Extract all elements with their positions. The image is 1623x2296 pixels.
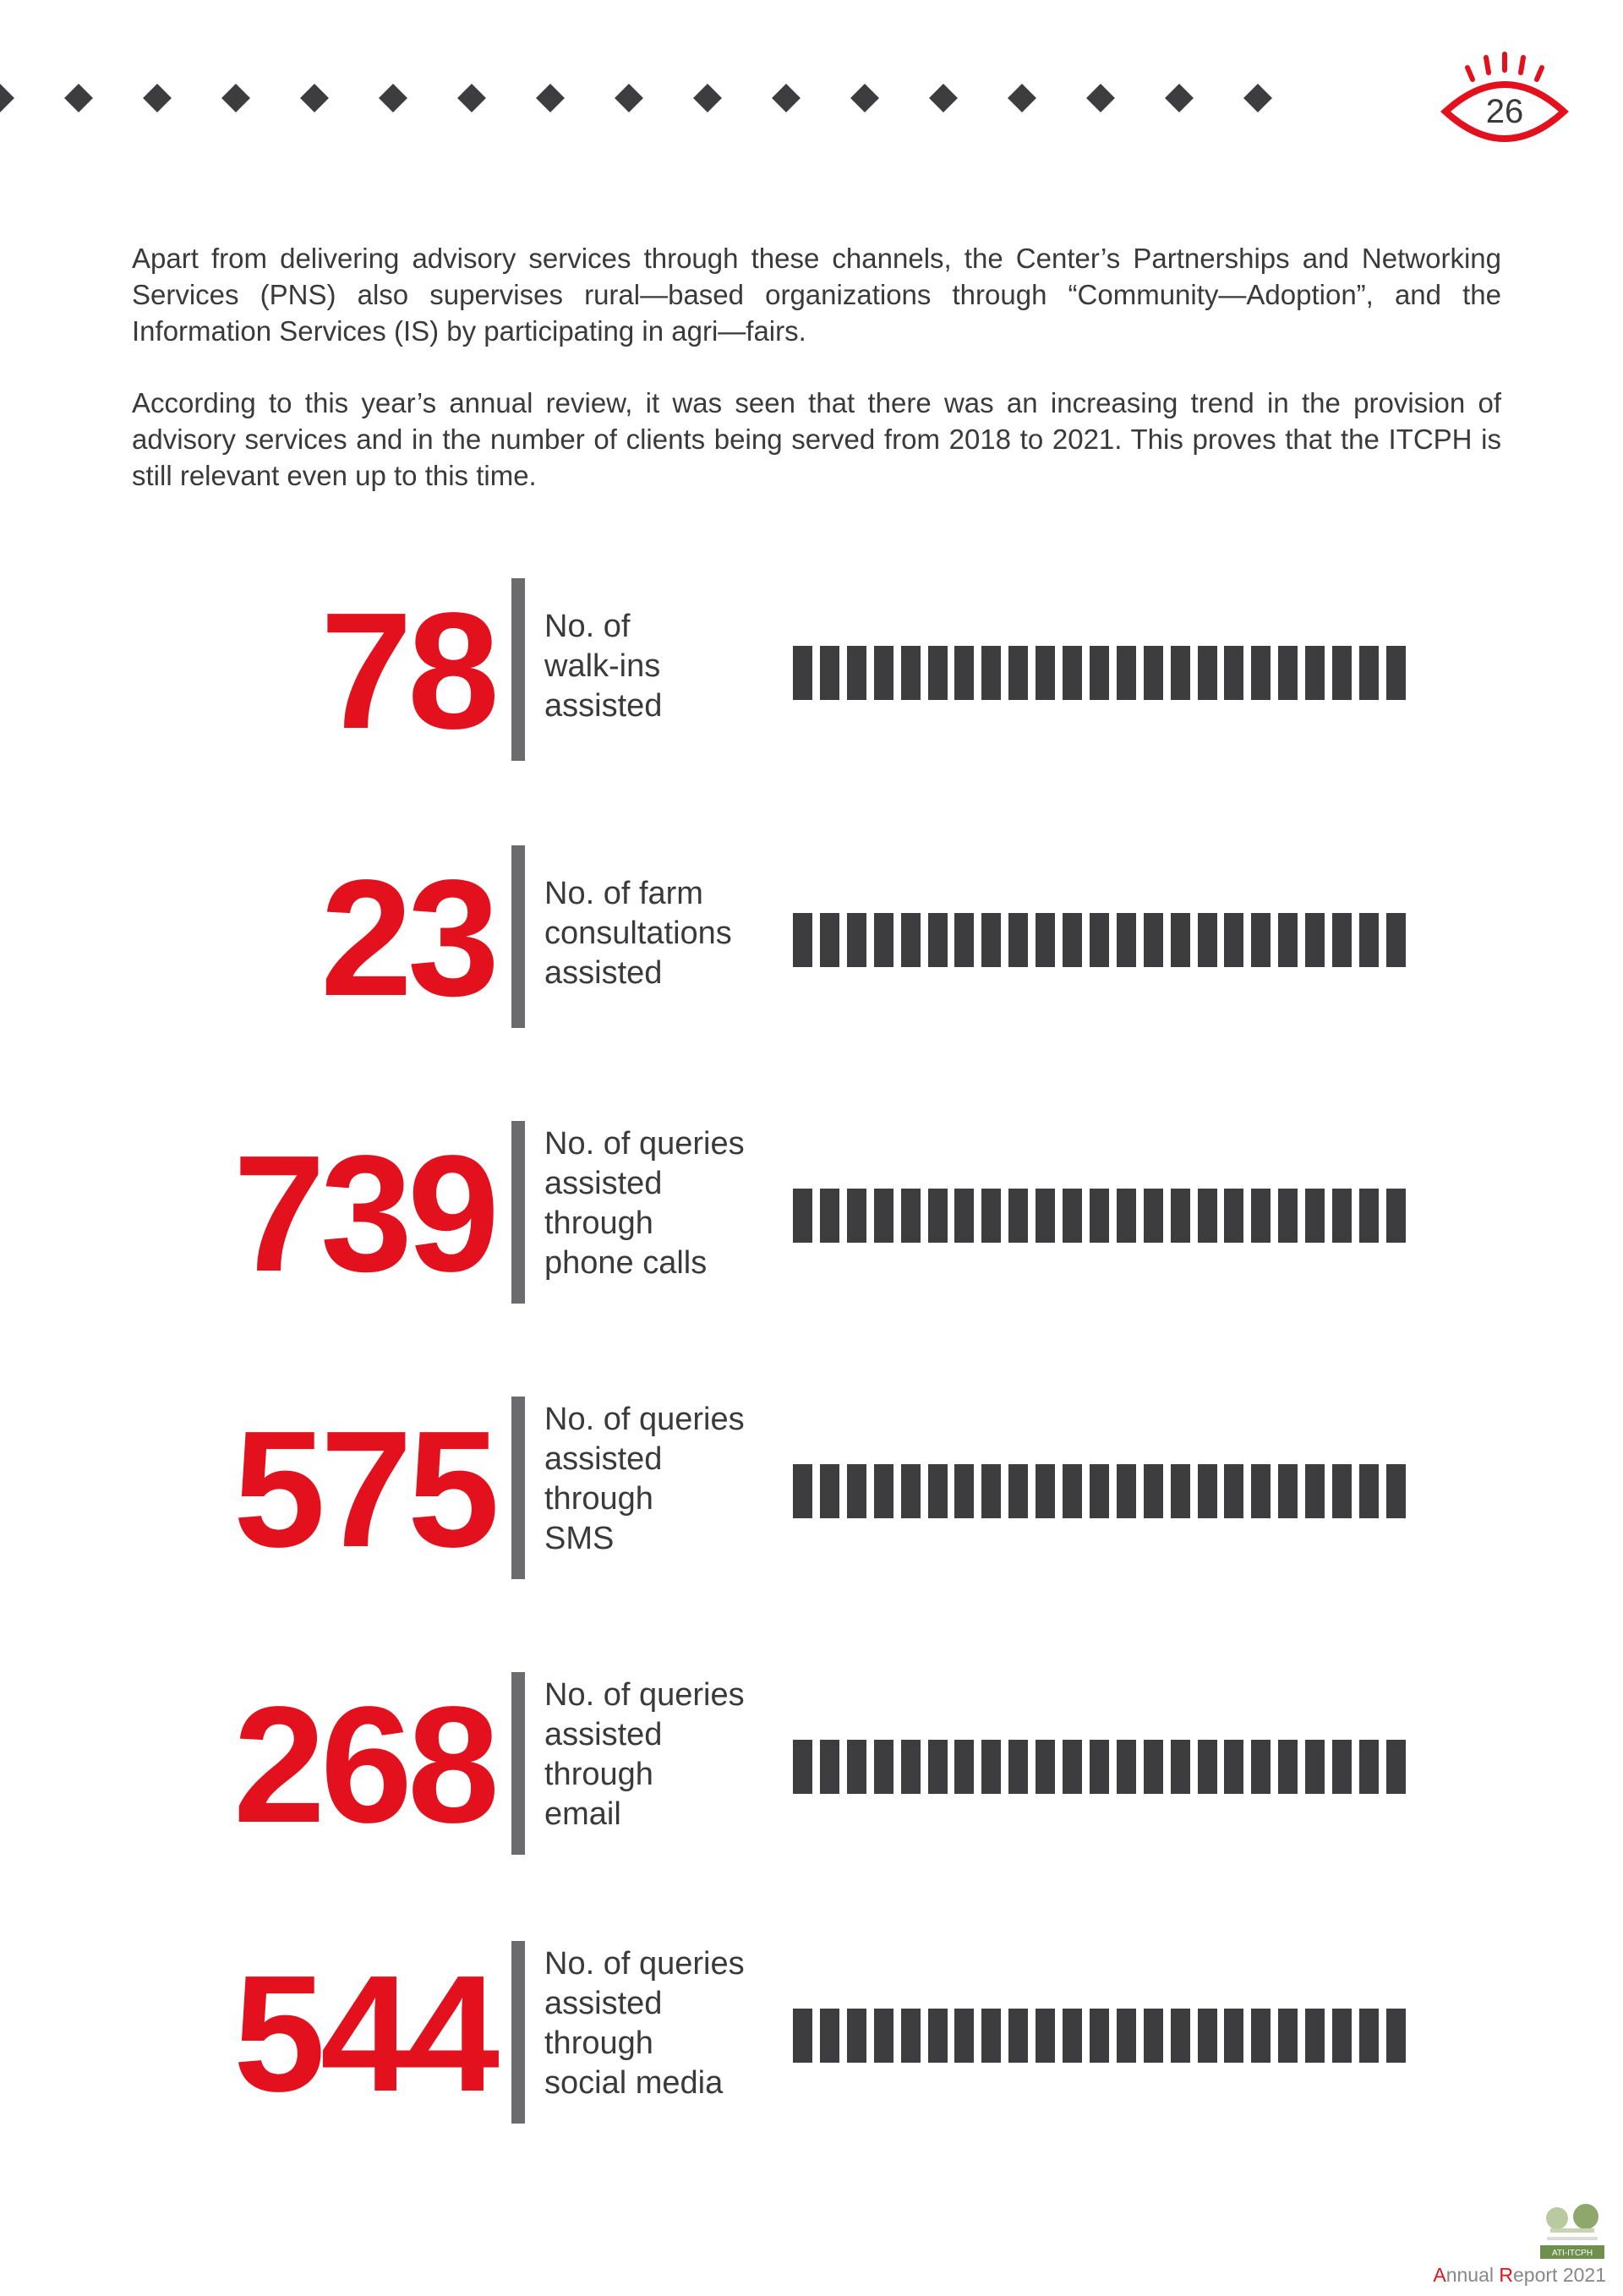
stat-row-email [0,1672,1623,1855]
bar-segment [1063,2009,1082,2063]
bar-segment [1171,1464,1190,1518]
stat-label: No. of queries assisted through phone calls [544,1126,745,1281]
bar-segment [1198,1464,1217,1518]
stat-row-farm-consultations [0,845,1623,1028]
bar-segment [1278,1464,1298,1518]
stat-divider [511,1397,525,1579]
bar-segment [793,646,812,700]
bar-segment [1144,1464,1163,1518]
header-diamond [850,84,879,112]
bar-segment [1171,1189,1190,1243]
bar-segment [793,2009,812,2063]
bar-segment [1090,2009,1109,2063]
bar-segment [981,913,1001,967]
bar-segment [874,2009,893,2063]
bar-segment [1224,2009,1243,2063]
intro-paragraph-1: Apart from delivering advisory services through these channels, the Center’s Partnerships and Networking Services (PNS) also supervises rural—based organizations through “Community—Adoption”, and the Information Services (IS) by participating in agri—fairs. [132,243,1501,347]
bar-segment [1036,646,1055,700]
bar-segment [1332,646,1352,700]
bar-segment [1090,1464,1109,1518]
bar-segment [1171,646,1190,700]
bar-segment [1008,2009,1028,2063]
bar-segment [1224,1189,1243,1243]
bar-segment [820,1740,839,1794]
stat-bar-graphic [793,913,1415,967]
bar-segment [1332,1189,1352,1243]
stat-bar-graphic [793,1464,1415,1518]
header-diamond [693,84,722,112]
bar-segment [954,2009,974,2063]
bar-segment [1359,913,1379,967]
bar-segment [1305,646,1325,700]
bar-segment [1224,1740,1243,1794]
bar-segment [1251,1464,1271,1518]
header-diamond [143,84,172,112]
bar-segment [1036,1464,1055,1518]
bar-segment [1278,1740,1298,1794]
bar-segment [1305,1740,1325,1794]
header-diamond [1008,84,1036,112]
footer-word-initial: R [1499,2264,1514,2286]
header-diamond [615,84,643,112]
bar-segment [1144,1740,1163,1794]
bar-segment [1008,646,1028,700]
bar-segment [1036,2009,1055,2063]
stat-label: No. of walk-ins assisted [544,609,663,724]
bar-segment [874,1464,893,1518]
bar-segment [847,1740,866,1794]
bar-segment [1332,913,1352,967]
bar-segment [1144,2009,1163,2063]
bar-segment [1198,1740,1217,1794]
bar-segment [1359,1464,1379,1518]
bar-segment [1251,913,1271,967]
bar-segment [1278,1189,1298,1243]
bar-segment [1251,646,1271,700]
bar-segment [793,913,812,967]
bar-segment [901,1740,921,1794]
bar-segment [820,646,839,700]
stat-label: No. of queries assisted through email [544,1677,745,1832]
stat-label: No. of farm consultations assisted [544,876,732,991]
bar-segment [1386,646,1406,700]
bar-segment [847,2009,866,2063]
bar-segment [1332,2009,1352,2063]
stat-row-phone-calls [0,1121,1623,1304]
stat-divider [511,1941,525,2124]
stat-bar-graphic [793,1740,1415,1794]
bar-segment [928,646,948,700]
bar-segment [1144,913,1163,967]
bar-segment [820,2009,839,2063]
bar-segment [901,646,921,700]
bar-segment [928,2009,948,2063]
bar-segment [1090,913,1109,967]
bar-segment [874,1740,893,1794]
bar-segment [1359,1189,1379,1243]
bar-segment [928,1740,948,1794]
bar-segment [1359,2009,1379,2063]
bar-segment [1063,1464,1082,1518]
stat-bar-graphic [793,646,1415,700]
bar-segment [1224,913,1243,967]
bar-segment [1198,1189,1217,1243]
bar-segment [1305,913,1325,967]
bar-segment [1359,1740,1379,1794]
bar-segment [1359,646,1379,700]
bar-segment [981,2009,1001,2063]
bar-segment [1332,1464,1352,1518]
bar-segment [1063,1740,1082,1794]
footer-word-initial: A [1433,2264,1446,2286]
bar-segment [954,1189,974,1243]
stat-value: 575 [232,1397,495,1582]
bar-segment [954,1464,974,1518]
bar-segment [1251,1740,1271,1794]
bar-segment [1305,2009,1325,2063]
bar-segment [1117,1189,1136,1243]
stat-row-sms [0,1397,1623,1582]
header-diamond [772,84,801,112]
stat-divider [511,578,525,761]
bar-segment [1198,2009,1217,2063]
bar-segment [820,1189,839,1243]
bar-segment [1198,646,1217,700]
bar-segment [928,1464,948,1518]
bar-segment [874,913,893,967]
header-diamond [379,84,407,112]
bar-segment [1386,1740,1406,1794]
bar-segment [1063,646,1082,700]
bar-segment [793,1740,812,1794]
stat-row-walk-ins [0,578,1623,761]
bar-segment [1036,913,1055,967]
bar-segment [1278,2009,1298,2063]
stat-bar-graphic [793,2009,1415,2063]
footer-word-rest: nnual [1445,2264,1500,2286]
bar-segment [1117,646,1136,700]
svg-text:ATI-ITCPH: ATI-ITCPH [1551,2249,1593,2258]
header-diamond [0,84,14,112]
header-diamond [64,84,93,112]
stat-value: 268 [232,1672,495,1857]
header-diamond [1086,84,1115,112]
bar-segment [1332,1740,1352,1794]
bar-segment [1063,1189,1082,1243]
bar-segment [1117,913,1136,967]
header-diamond [221,84,250,112]
stat-divider [511,1121,525,1304]
bar-segment [1036,1189,1055,1243]
bar-segment [901,913,921,967]
stat-label: No. of queries assisted through social media [544,1946,745,2101]
stat-divider [511,845,525,1028]
bar-segment [1305,1464,1325,1518]
stat-label: No. of queries assisted through SMS [544,1402,745,1556]
page-number: 26 [1485,93,1524,130]
bar-segment [1117,2009,1136,2063]
header-diamond [457,84,486,112]
bar-segment [1251,1189,1271,1243]
bar-segment [1278,913,1298,967]
bar-segment [1090,1740,1109,1794]
bar-segment [874,1189,893,1243]
bar-segment [1171,1740,1190,1794]
bar-segment [901,1189,921,1243]
footer-word-rest: eport 2021 [1513,2264,1606,2286]
bar-segment [1090,1189,1109,1243]
bar-segment [1251,2009,1271,2063]
bar-segment [1144,646,1163,700]
bar-segment [1198,913,1217,967]
bar-segment [1224,1464,1243,1518]
bar-segment [901,1464,921,1518]
bar-segment [1090,646,1109,700]
header-diamond [1243,84,1272,112]
stat-value: 23 [320,845,495,1030]
bar-segment [928,1189,948,1243]
bar-segment [874,646,893,700]
stat-value: 739 [232,1121,495,1306]
header-diamond [536,84,565,112]
header-diamond [1165,84,1194,112]
stat-row-social-media [0,1941,1623,2124]
bar-segment [1008,913,1028,967]
bar-segment [1386,1189,1406,1243]
bar-segment [1063,913,1082,967]
stat-value: 78 [320,578,495,763]
bar-segment [820,913,839,967]
bar-segment [847,1189,866,1243]
bar-segment [954,913,974,967]
bar-segment [1386,1464,1406,1518]
footer-report-title [1433,2264,1606,2286]
intro-paragraph-2: According to this year’s annual review, it was seen that there was an increasing trend in the provision of advisory services and in the number of clients being served from 2018 to 2021. This proves that the ITCPH is still relevant even up to this time. [132,387,1501,491]
bar-segment [1036,1740,1055,1794]
bar-segment [901,2009,921,2063]
bar-segment [1144,1189,1163,1243]
bar-segment [1008,1189,1028,1243]
bar-segment [1386,913,1406,967]
stat-value: 544 [232,1941,495,2126]
bar-segment [981,646,1001,700]
bar-segment [928,913,948,967]
header-diamond [300,84,329,112]
bar-segment [1008,1464,1028,1518]
bar-segment [820,1464,839,1518]
header-diamond [929,84,958,112]
bar-segment [793,1464,812,1518]
bar-segment [981,1740,1001,1794]
bar-segment [981,1189,1001,1243]
bar-segment [1224,646,1243,700]
stat-divider [511,1672,525,1855]
ati-itcph-logo [1538,2200,1606,2260]
bar-segment [954,1740,974,1794]
bar-segment [1305,1189,1325,1243]
bar-segment [954,646,974,700]
bar-segment [1171,2009,1190,2063]
bar-segment [847,913,866,967]
bar-segment [847,1464,866,1518]
bar-segment [1386,2009,1406,2063]
stat-bar-graphic [793,1189,1415,1243]
bar-segment [1008,1740,1028,1794]
bar-segment [1117,1464,1136,1518]
bar-segment [1278,646,1298,700]
bar-segment [981,1464,1001,1518]
bar-segment [793,1189,812,1243]
bar-segment [1117,1740,1136,1794]
bar-segment [1171,913,1190,967]
bar-segment [847,646,866,700]
